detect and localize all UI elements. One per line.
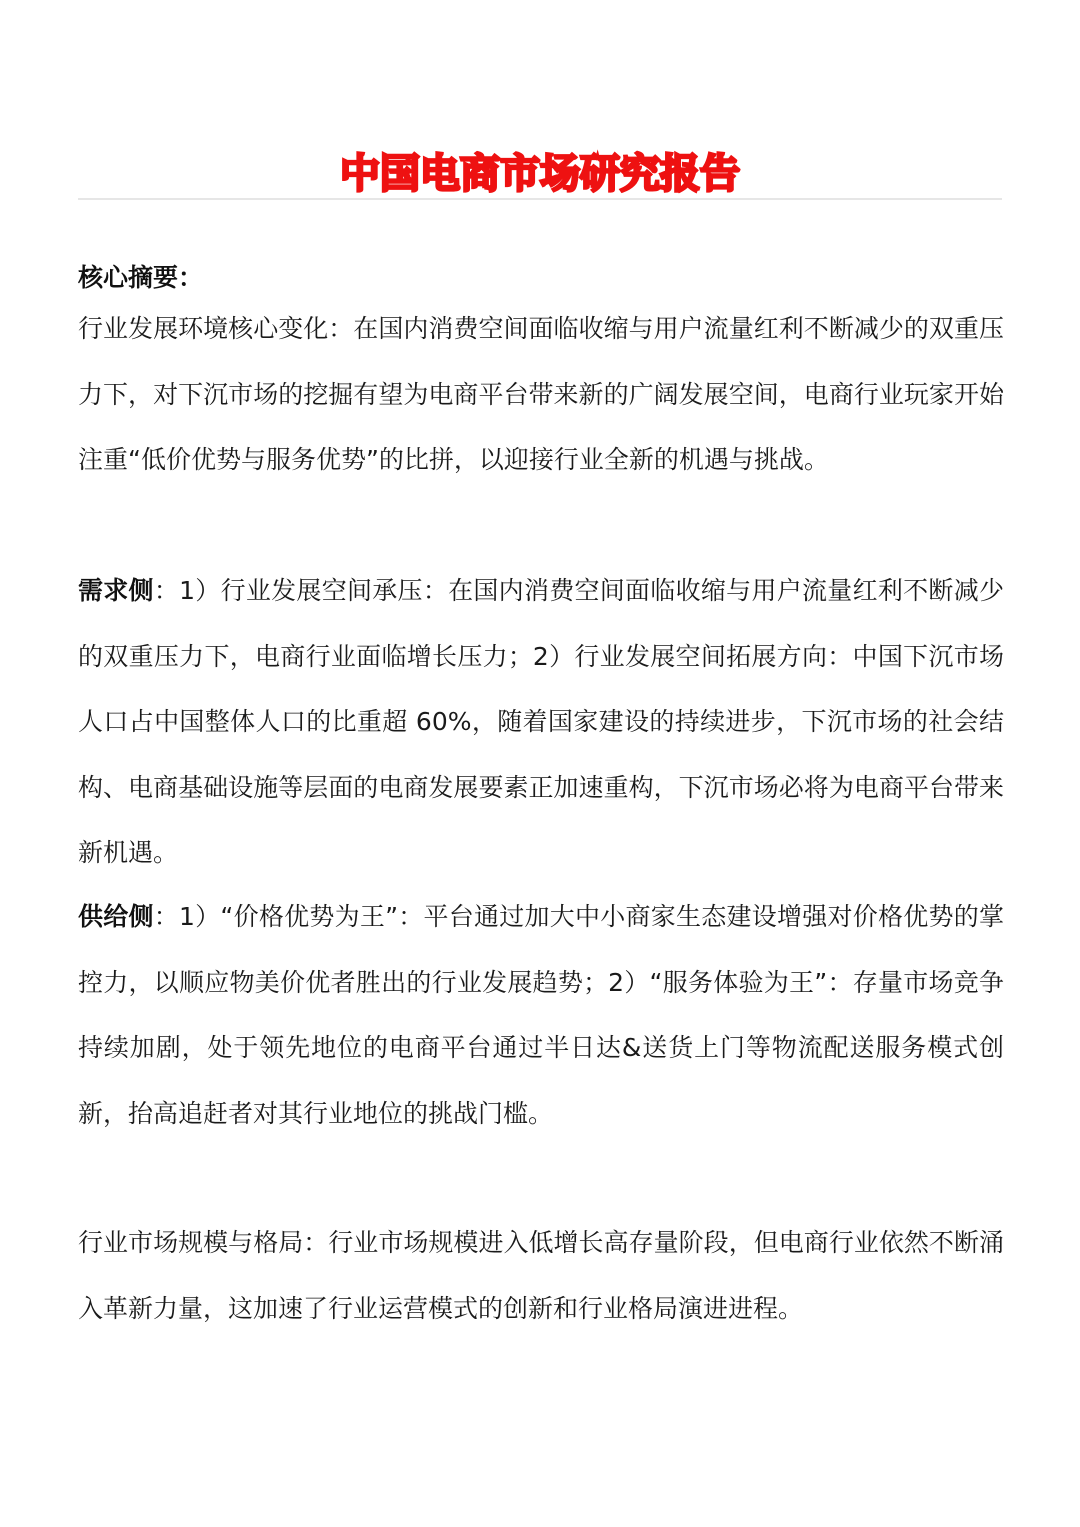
demand-text: ：1）行业发展空间承压：在国内消费空间面临收缩与用户流量红利不断减少的双重压力下，电商行业面临增长压力；2）行业发展空间拓展方向：中国下沉市场人口占中国整体人口的比重超 60%，随着国家建设的持续进步，下沉市场的社会结构、电商基础设施等层面的电商发展要素正加速重构，下沉市场必将为电商平台带来新机遇。	[78, 576, 1004, 867]
paragraph-supply	[78, 884, 1004, 1146]
paragraph-market: 行业市场规模与格局：行业市场规模进入低增长高存量阶段，但电商行业依然不断涌入革新力量，这加速了行业运营模式的创新和行业格局演进进程。	[78, 1228, 1004, 1323]
demand-label: 需求侧	[78, 576, 154, 605]
report-title: 中国电商市场研究报告	[340, 150, 740, 197]
paragraph-demand	[78, 558, 1004, 886]
title-divider	[78, 198, 1002, 200]
paragraph-environment: 行业发展环境核心变化：在国内消费空间面临收缩与用户流量红利不断减少的双重压力下，对下沉市场的挖掘有望为电商平台带来新的广阔发展空间，电商行业玩家开始注重“低价优势与服务优势”的比拼，以迎接行业全新的机遇与挑战。	[78, 314, 1004, 474]
supply-text: ：1）“价格优势为王”：平台通过加大中小商家生态建设增强对价格优势的掌控力，以顺应物美价优者胜出的行业发展趋势；2）“服务体验为王”：存量市场竞争持续加剧，处于领先地位的电商平台通过半日达&送货上门等物流配送服务模式创新，抬高追赶者对其行业地位的挑战门槛。	[78, 902, 1004, 1128]
summary-heading: 核心摘要：	[78, 263, 204, 292]
supply-label: 供给侧	[78, 902, 154, 931]
